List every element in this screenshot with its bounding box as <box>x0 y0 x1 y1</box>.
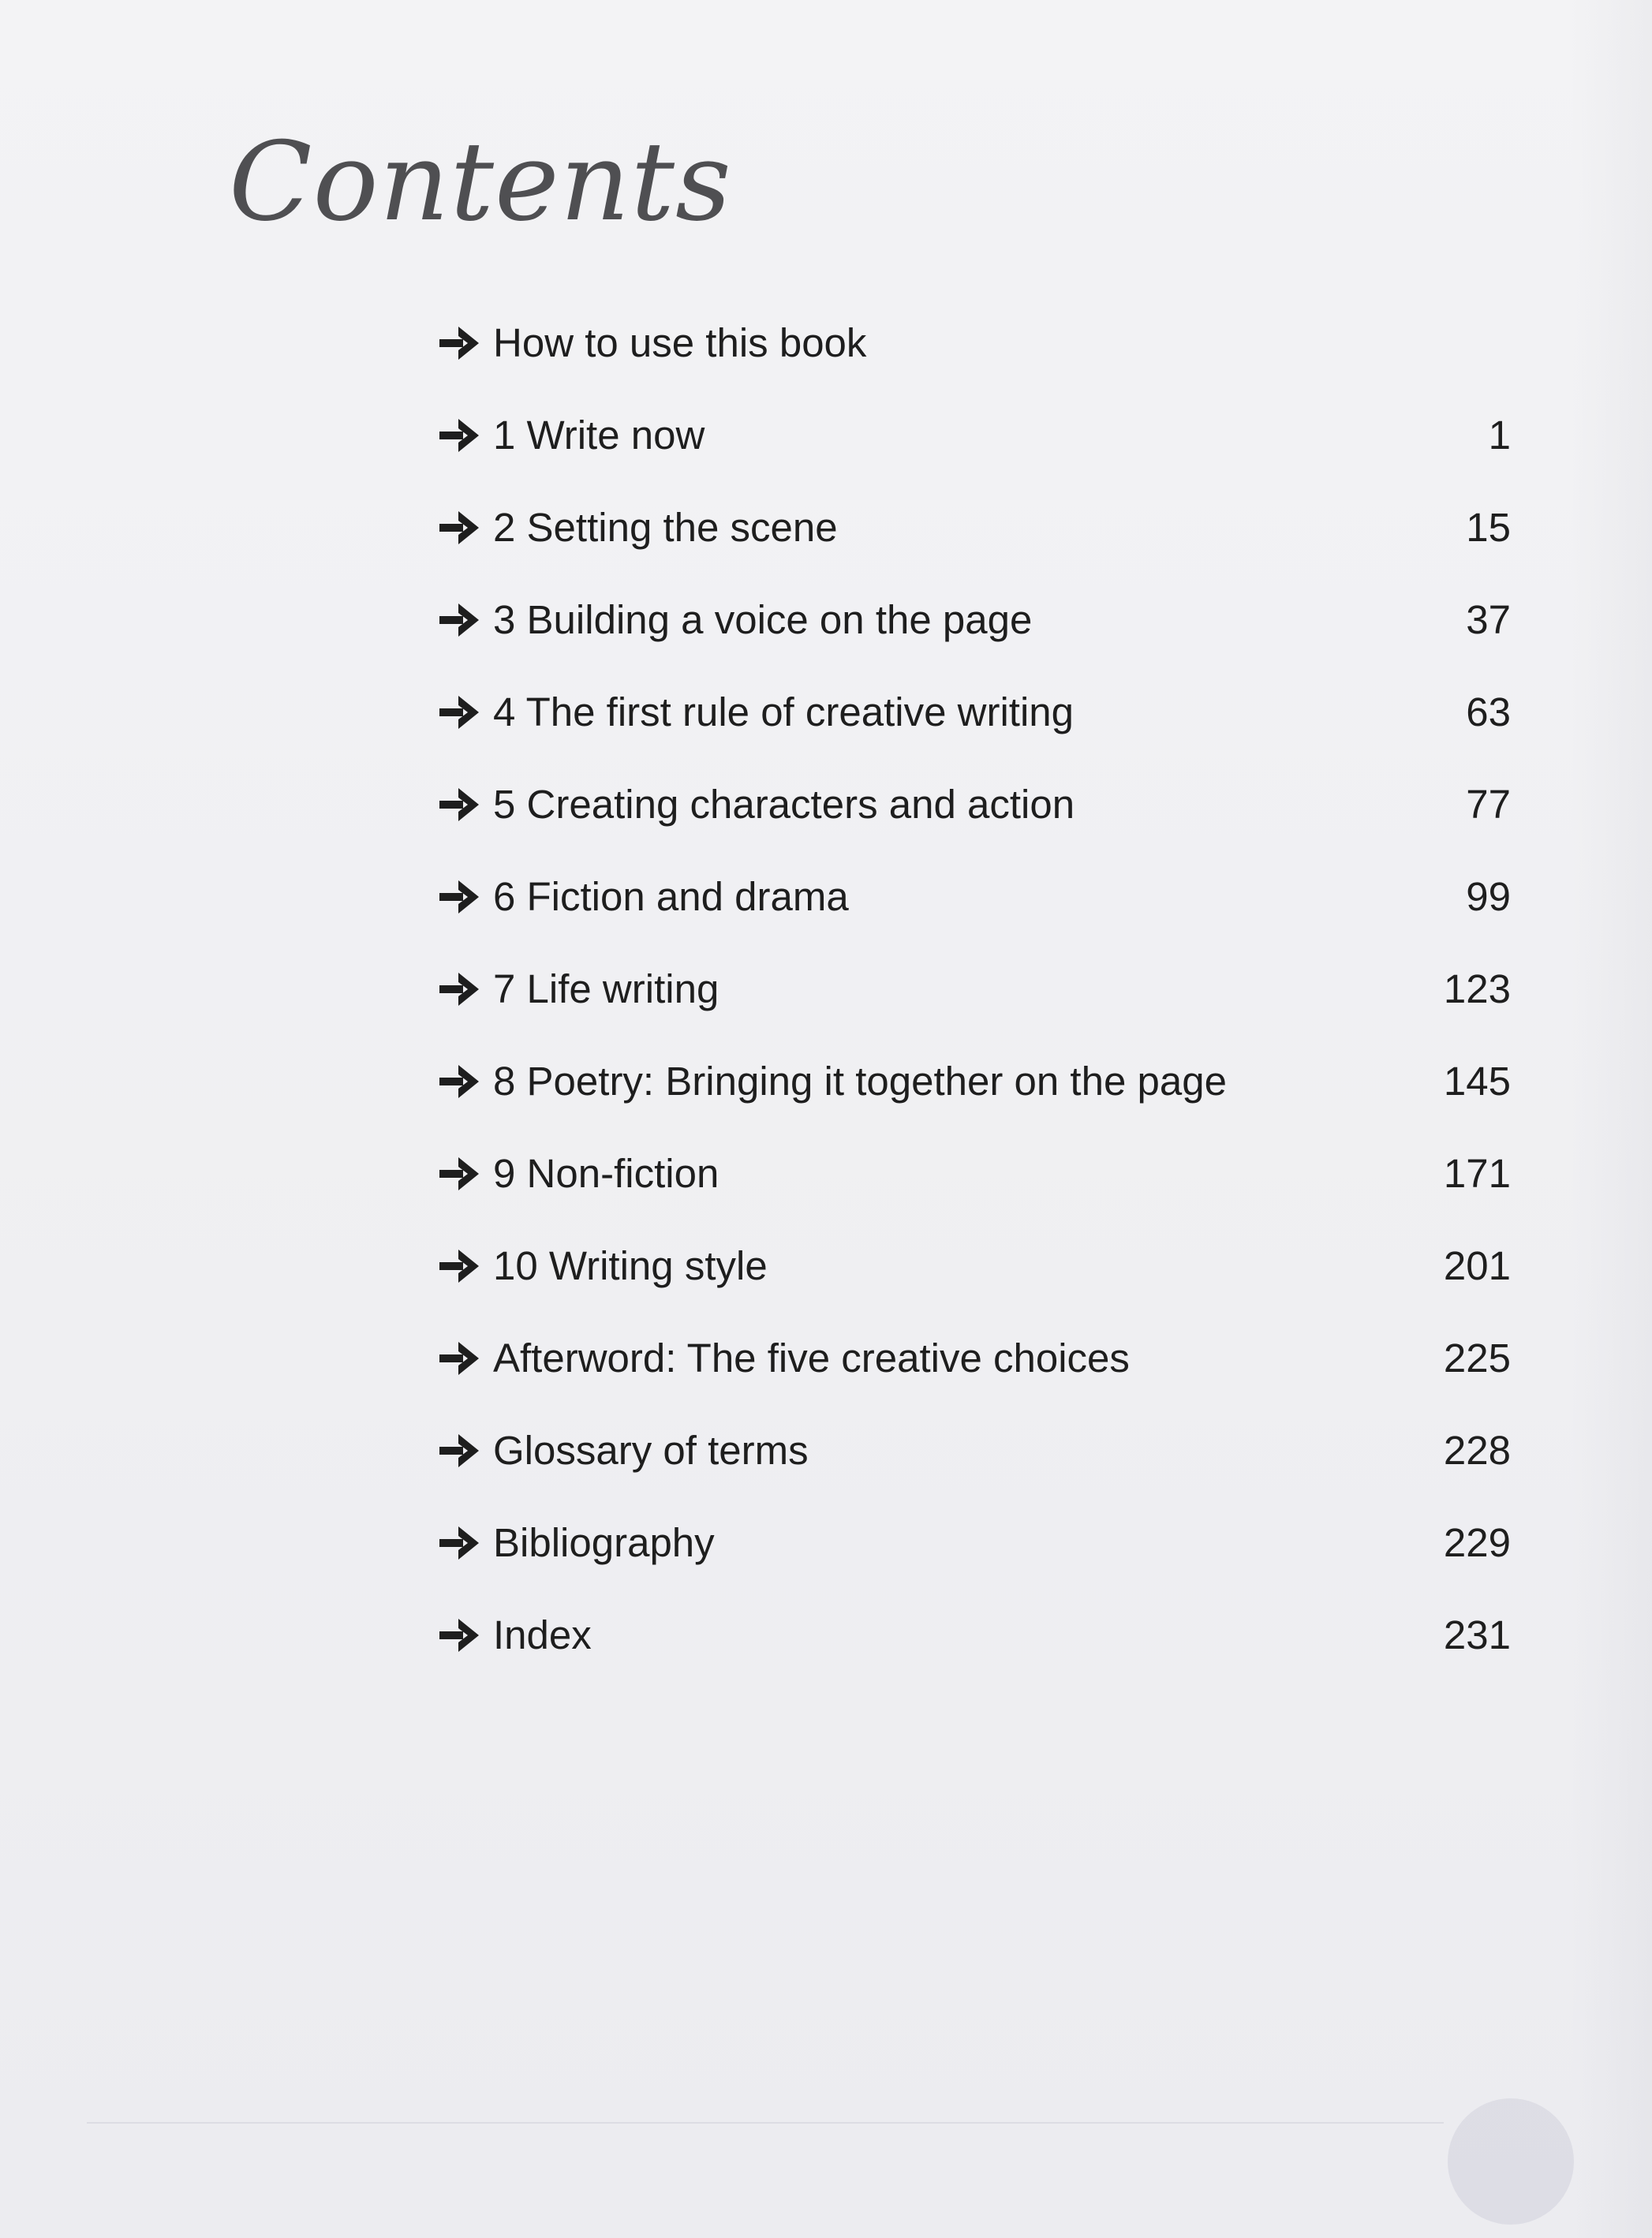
right-arrow-icon <box>438 1062 480 1101</box>
page-title: Contents <box>229 118 732 245</box>
toc-entry-title: 1 Write now <box>493 413 705 458</box>
toc-entry[interactable] <box>438 685 1511 777</box>
right-arrow-icon <box>438 600 480 640</box>
toc-entry-title: Index <box>493 1612 592 1657</box>
right-arrow-icon <box>438 1523 480 1563</box>
toc-entry-title: 3 Building a voice on the page <box>493 597 1033 642</box>
toc-entry-page-number: 228 <box>1443 1428 1511 1473</box>
toc-entry-title: Afterword: The five creative choices <box>493 1336 1130 1381</box>
right-arrow-icon <box>438 970 480 1009</box>
right-arrow-icon <box>438 1339 480 1378</box>
page-number-badge <box>1448 2098 1574 2225</box>
right-arrow-icon <box>438 1154 480 1194</box>
toc-entry-title: 8 Poetry: Bringing it together on the page <box>493 1059 1227 1104</box>
toc-entry[interactable] <box>438 1423 1511 1515</box>
toc-entry-page-number: 1 <box>1488 413 1511 458</box>
toc-entry-title: 6 Fiction and drama <box>493 874 849 919</box>
right-arrow-icon <box>438 693 480 732</box>
toc-entry[interactable] <box>438 1054 1511 1146</box>
toc-entry-title: 5 Creating characters and action <box>493 782 1075 827</box>
right-arrow-icon <box>438 877 480 917</box>
right-arrow-icon <box>438 1431 480 1470</box>
toc-entry[interactable] <box>438 1146 1511 1239</box>
right-arrow-icon <box>438 785 480 824</box>
toc-entry[interactable] <box>438 1239 1511 1331</box>
toc-entry[interactable] <box>438 592 1511 685</box>
toc-entry-page-number: 225 <box>1443 1336 1511 1381</box>
right-arrow-icon <box>438 1246 480 1286</box>
toc-entry-page-number: 37 <box>1466 597 1511 642</box>
toc-entry-title: Glossary of terms <box>493 1428 809 1473</box>
toc-entry-page-number: 171 <box>1443 1151 1511 1196</box>
toc-entry[interactable] <box>438 869 1511 962</box>
table-of-contents <box>438 316 1511 1700</box>
toc-entry-page-number: 99 <box>1466 874 1511 919</box>
toc-entry[interactable] <box>438 500 1511 592</box>
toc-entry[interactable] <box>438 962 1511 1054</box>
toc-entry-page-number: 15 <box>1466 505 1511 550</box>
toc-entry-page-number: 123 <box>1443 966 1511 1011</box>
toc-entry-page-number: 145 <box>1443 1059 1511 1104</box>
toc-entry[interactable] <box>438 408 1511 500</box>
right-arrow-icon <box>438 1616 480 1655</box>
toc-entry-title: 4 The first rule of creative writing <box>493 689 1075 734</box>
toc-entry-page-number: 201 <box>1443 1243 1511 1288</box>
toc-entry[interactable] <box>438 777 1511 869</box>
toc-entry-title: 9 Non-fiction <box>493 1151 719 1196</box>
toc-entry-page-number: 77 <box>1466 782 1511 827</box>
toc-entry-title: 7 Life writing <box>493 966 719 1011</box>
toc-entry[interactable] <box>438 316 1511 408</box>
toc-entry-title: 2 Setting the scene <box>493 505 838 550</box>
right-arrow-icon <box>438 508 480 547</box>
page-edge-shadow <box>1570 0 1652 2238</box>
toc-entry[interactable] <box>438 1331 1511 1423</box>
toc-entry[interactable] <box>438 1608 1511 1700</box>
right-arrow-icon <box>438 323 480 363</box>
right-arrow-icon <box>438 416 480 455</box>
toc-entry-page-number: 229 <box>1443 1520 1511 1565</box>
toc-entry-title: How to use this book <box>493 320 867 365</box>
toc-entry[interactable] <box>438 1515 1511 1608</box>
toc-entry-page-number: 63 <box>1466 689 1511 734</box>
toc-entry-page-number: 231 <box>1443 1612 1511 1657</box>
footer-divider <box>87 2122 1444 2124</box>
toc-entry-title: 10 Writing style <box>493 1243 768 1288</box>
toc-entry-title: Bibliography <box>493 1520 715 1565</box>
